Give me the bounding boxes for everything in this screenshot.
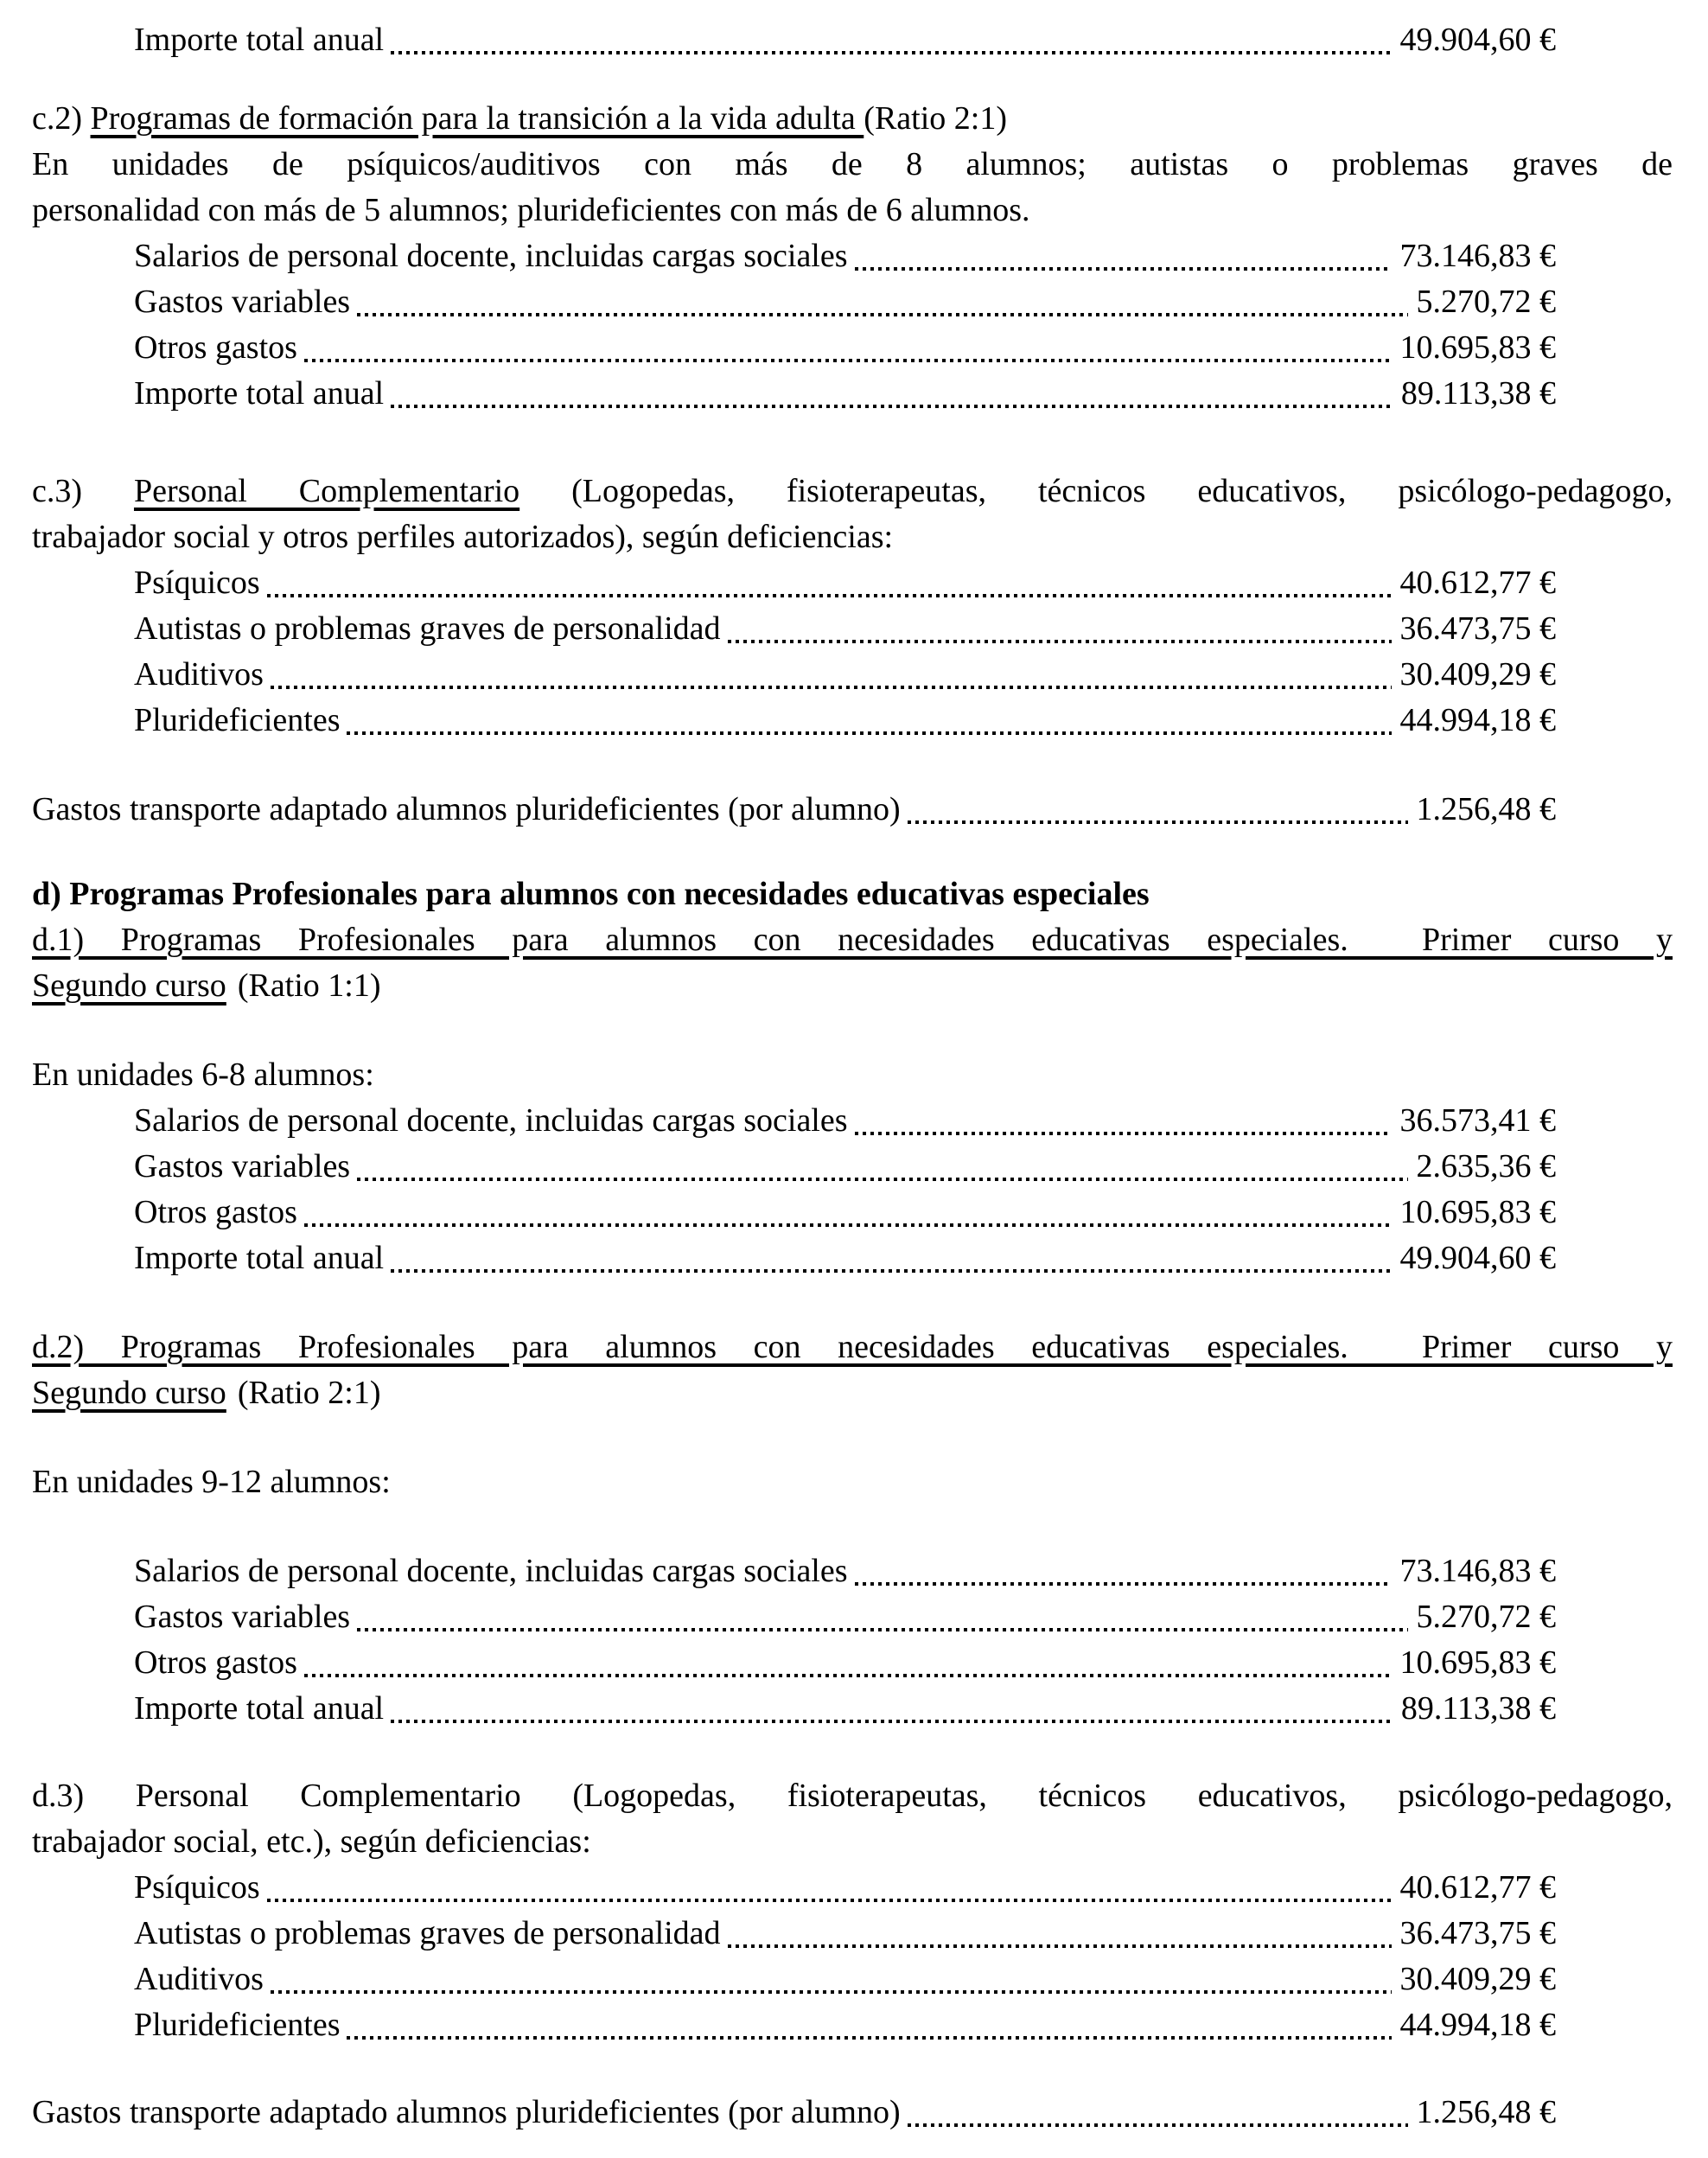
cost-label: Autistas o problemas graves de personalidad: [134, 610, 721, 647]
cost-label: Otros gastos: [134, 329, 297, 366]
cost-line: [32, 371, 1556, 417]
cost-label: Importe total anual: [134, 1240, 385, 1276]
cost-label: Importe total anual: [134, 22, 385, 58]
cost-amount: 73.146,83 €: [1399, 238, 1556, 274]
cost-amount: 44.994,18 €: [1399, 2007, 1556, 2043]
dot-leader: [391, 1269, 1391, 1273]
cost-amount: 1.256,48 €: [1416, 2094, 1556, 2130]
cost-amount: 73.146,83 €: [1399, 1553, 1556, 1589]
cost-label: Importe total anual: [134, 375, 385, 412]
section-heading-d3-line1: d.3) Personal Complementario (Logopedas, fisioterapeutas, técnicos educativos, psicólogo-pedagogo,: [32, 1778, 1673, 1814]
cost-line: [32, 233, 1556, 279]
cost-amount: 5.270,72 €: [1416, 284, 1556, 320]
cost-amount: 10.695,83 €: [1399, 1194, 1556, 1230]
cost-amount: 89.113,38 €: [1400, 375, 1556, 412]
dot-leader: [728, 640, 1392, 643]
c2-paragraph-line1: En unidades de psíquicos/auditivos con más de 8 alumnos; autistas o problemas graves de: [32, 146, 1673, 182]
total-line-intro: [32, 17, 1556, 63]
dot-leader: [304, 359, 1392, 362]
dot-leader: [304, 1223, 1392, 1227]
cost-label: Psíquicos: [134, 1869, 260, 1906]
dot-leader: [728, 1944, 1392, 1948]
cost-label: Otros gastos: [134, 1194, 297, 1230]
cost-line: [32, 1190, 1556, 1235]
cost-label: Gastos transporte adaptado alumnos plurideficientes (por alumno): [32, 2094, 901, 2130]
cost-amount: 1.256,48 €: [1416, 791, 1556, 827]
dot-leader: [304, 1674, 1392, 1677]
c3-heading-line2: trabajador social y otros perfiles autorizados), según deficiencias:: [32, 519, 894, 555]
cost-label: Gastos variables: [134, 1148, 351, 1184]
cost-line: [32, 652, 1556, 698]
transport-line: [32, 787, 1556, 833]
dot-leader: [267, 594, 1392, 597]
cost-line: [32, 1594, 1556, 1640]
cost-label: Auditivos: [134, 1961, 264, 1997]
cost-line: [32, 1957, 1556, 2002]
cost-amount: 30.409,29 €: [1399, 656, 1556, 693]
heading-title: d.2) Programas Profesionales para alumnos con necesidades educativas especiales. Primer curso y: [32, 1329, 1673, 1365]
section-heading-d: d) Programas Profesionales para alumnos con necesidades educativas especiales: [32, 876, 1150, 912]
heading-ratio: (Ratio 2:1): [864, 100, 1007, 137]
dot-leader: [267, 1899, 1392, 1902]
section-heading-d1-line1: [32, 917, 1673, 963]
cost-label: Salarios de personal docente, incluidas cargas sociales: [134, 1102, 848, 1139]
dot-leader: [391, 1720, 1393, 1723]
cost-line: [32, 1548, 1556, 1594]
dot-leader: [391, 51, 1391, 54]
cost-line: [32, 2002, 1556, 2048]
section-heading-c3: [32, 469, 1673, 514]
cost-label: Salarios de personal docente, incluidas cargas sociales: [134, 238, 848, 274]
heading-title: d.1) Programas Profesionales para alumnos con necesidades educativas especiales. Primer curso y: [32, 922, 1673, 958]
dot-leader: [357, 313, 1407, 316]
dot-leader: [391, 405, 1393, 408]
section-heading-d2-line1: [32, 1325, 1673, 1370]
d2-units-line: En unidades 9-12 alumnos:: [32, 1464, 391, 1500]
cost-line: [32, 279, 1556, 325]
cost-label: Gastos variables: [134, 1599, 351, 1635]
heading-ratio: (Ratio 1:1): [237, 967, 381, 1004]
cost-amount: 5.270,72 €: [1416, 1599, 1556, 1635]
cost-line: [32, 698, 1556, 744]
cost-line: [32, 1686, 1556, 1732]
dot-leader: [855, 1582, 1392, 1586]
section-heading-d2-line2: [32, 1370, 1673, 1416]
cost-amount: 40.612,77 €: [1399, 1869, 1556, 1906]
dot-leader: [357, 1628, 1407, 1631]
dot-leader: [855, 267, 1392, 271]
transport-line: [32, 2090, 1556, 2136]
cost-amount: 40.612,77 €: [1399, 565, 1556, 601]
cost-amount: 2.635,36 €: [1416, 1148, 1556, 1184]
cost-amount: 36.473,75 €: [1399, 610, 1556, 647]
cost-label: Gastos transporte adaptado alumnos plurideficientes (por alumno): [32, 791, 901, 827]
cost-line: [32, 1144, 1556, 1190]
dot-leader: [855, 1132, 1392, 1135]
cost-label: Auditivos: [134, 656, 264, 693]
cost-amount: 89.113,38 €: [1400, 1690, 1556, 1727]
heading-rest: (Logopedas, fisioterapeutas, técnicos educativos, psicólogo-pedagogo,: [519, 473, 1673, 509]
cost-line: [32, 1235, 1556, 1281]
cost-amount: 36.473,75 €: [1399, 1915, 1556, 1951]
cost-amount: 49.904,60 €: [1399, 1240, 1556, 1276]
heading-prefix: c.3): [32, 473, 134, 509]
cost-line: [32, 606, 1556, 652]
section-heading-c2: [32, 96, 1673, 142]
dot-leader: [347, 2036, 1391, 2040]
dot-leader: [347, 731, 1391, 735]
dot-leader: [908, 2123, 1408, 2127]
cost-line: [32, 560, 1556, 606]
cost-label: Plurideficientes: [134, 702, 341, 738]
cost-amount: 30.409,29 €: [1399, 1961, 1556, 1997]
cost-label: Autistas o problemas graves de personalidad: [134, 1915, 721, 1951]
cost-label: Psíquicos: [134, 565, 260, 601]
section-heading-d1-line2: [32, 963, 1673, 1009]
dot-leader: [357, 1178, 1407, 1181]
c2-paragraph-line2: personalidad con más de 5 alumnos; plurideficientes con más de 6 alumnos.: [32, 192, 1030, 228]
section-heading-d3-line2: trabajador social, etc.), según deficiencias:: [32, 1823, 591, 1860]
heading-title: Programas de formación para la transición a la vida adulta: [90, 100, 864, 137]
heading-title: Personal Complementario: [133, 473, 520, 509]
heading-ratio: (Ratio 2:1): [237, 1375, 381, 1411]
d1-units-line: En unidades 6-8 alumnos:: [32, 1057, 374, 1093]
cost-amount: 49.904,60 €: [1399, 22, 1556, 58]
dot-leader: [271, 686, 1392, 689]
heading-title: Segundo curso: [32, 967, 226, 1004]
cost-amount: 10.695,83 €: [1399, 1644, 1556, 1681]
cost-amount: 10.695,83 €: [1399, 329, 1556, 366]
cost-label: Plurideficientes: [134, 2007, 341, 2043]
dot-leader: [271, 1990, 1392, 1994]
cost-label: Gastos variables: [134, 284, 351, 320]
cost-line: [32, 1865, 1556, 1911]
dot-leader: [908, 820, 1408, 824]
cost-line: [32, 325, 1556, 371]
cost-label: Importe total anual: [134, 1690, 385, 1727]
heading-title: Segundo curso: [32, 1375, 226, 1411]
cost-amount: 44.994,18 €: [1399, 702, 1556, 738]
cost-label: Otros gastos: [134, 1644, 297, 1681]
cost-label: Salarios de personal docente, incluidas cargas sociales: [134, 1553, 848, 1589]
cost-line: [32, 1098, 1556, 1144]
heading-prefix: c.2): [32, 100, 91, 137]
cost-line: [32, 1640, 1556, 1686]
cost-amount: 36.573,41 €: [1399, 1102, 1556, 1139]
cost-line: [32, 1911, 1556, 1957]
